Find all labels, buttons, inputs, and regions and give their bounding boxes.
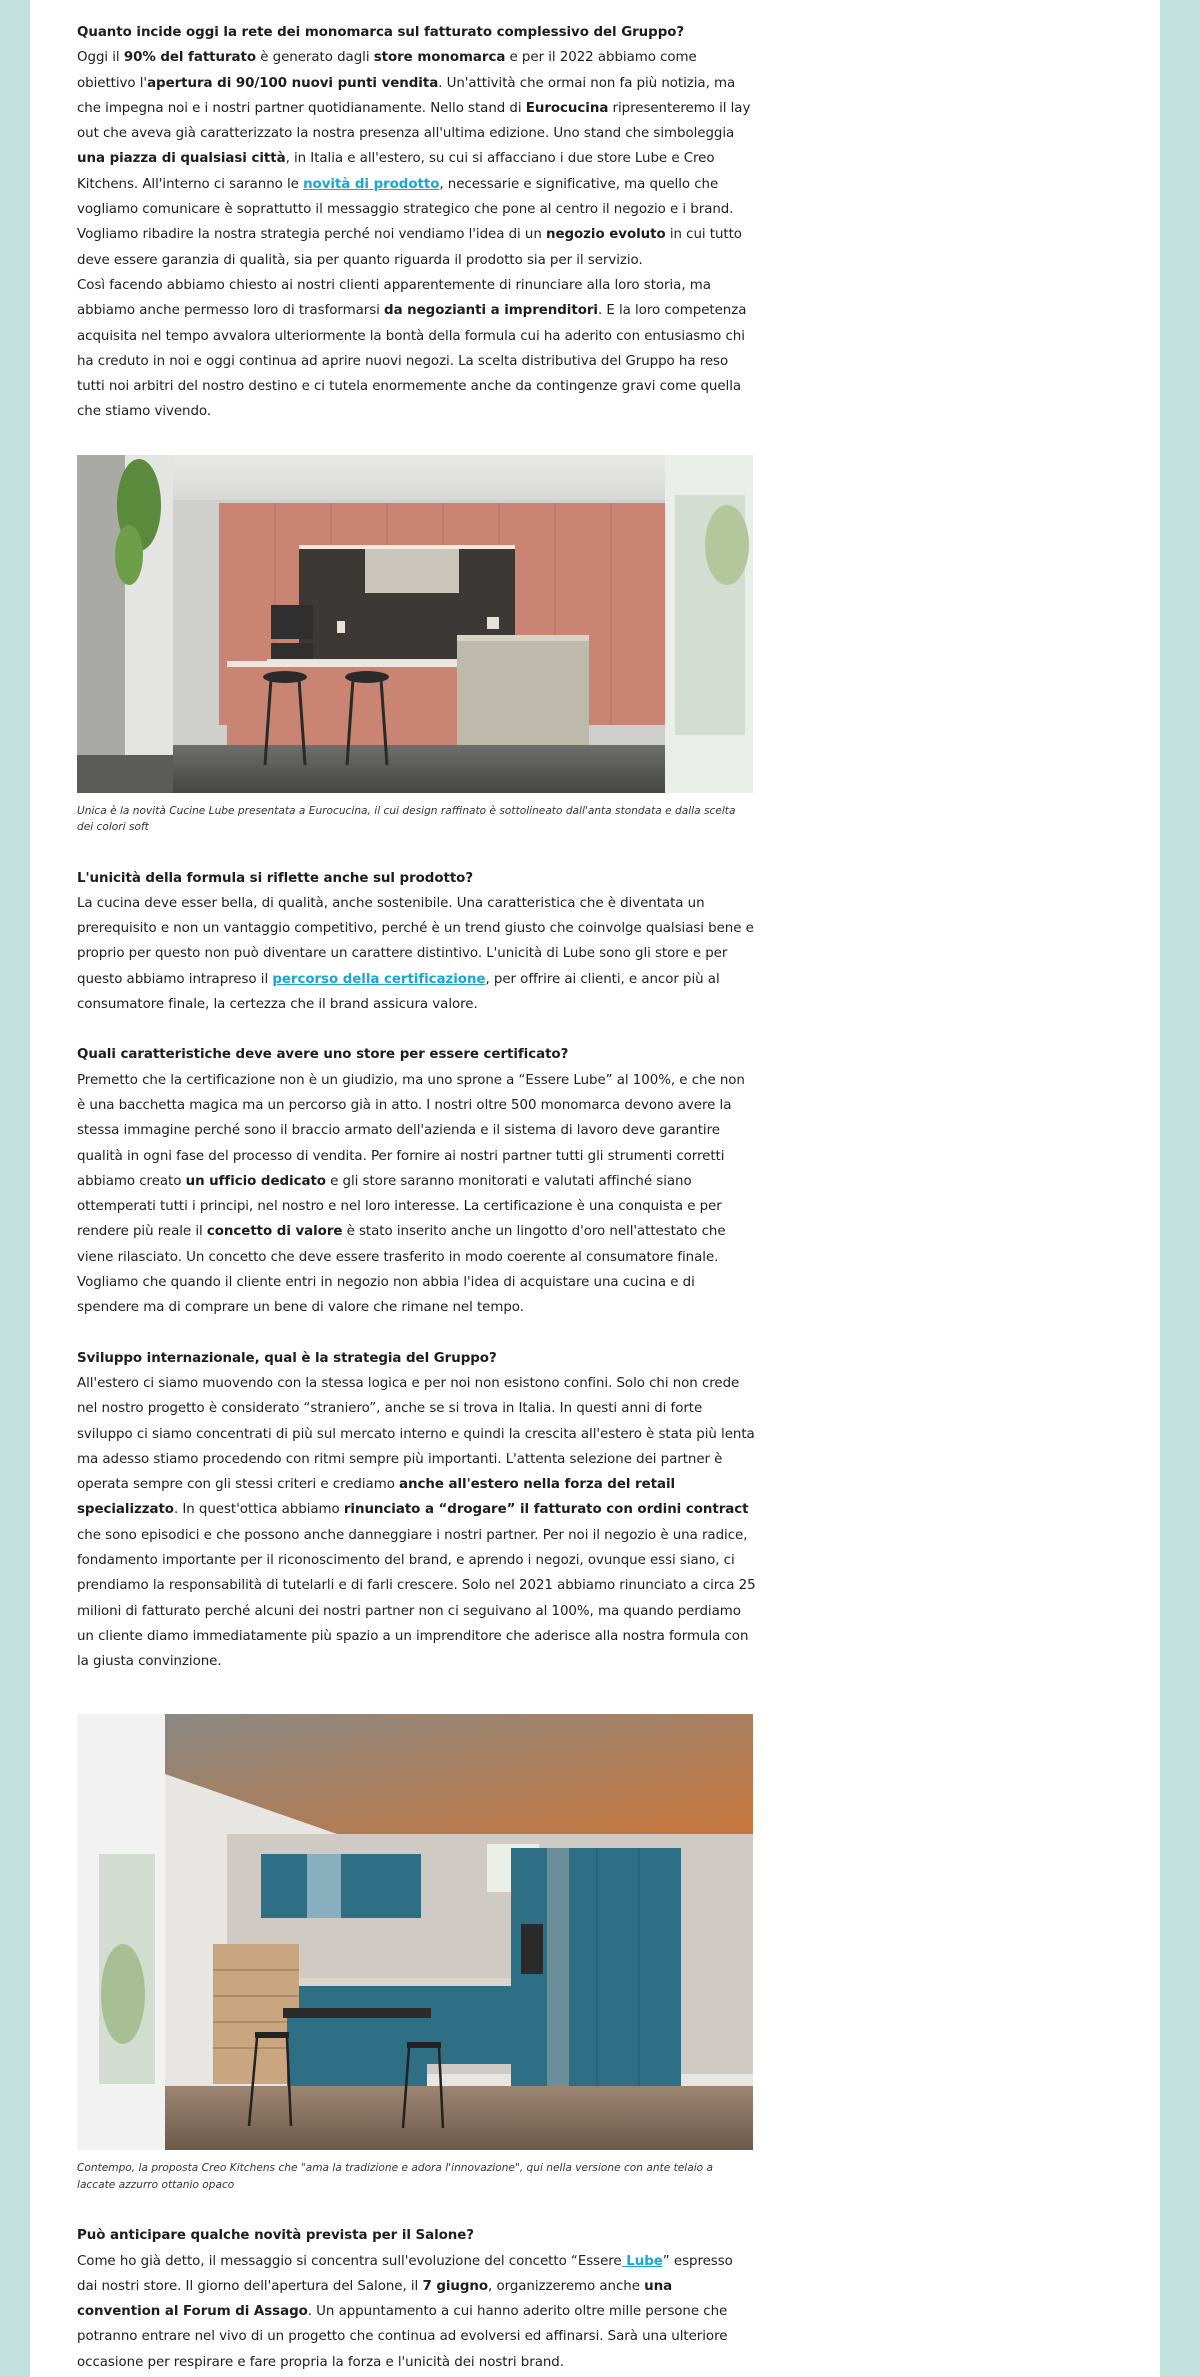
photo-caption-1: Unica è la novità Cucine Lube presentata a Eurocucina, il cui design raffinato è sottolineato dall'anta stondata e dalla scelta dei colori soft [77,804,736,834]
text-run: Come ho già detto, il messaggio si concentra sull'evoluzione del concetto “Essere [77,2253,622,2269]
kitchen-photo-unica [77,455,753,797]
text-run: che sono episodici e che possono anche danneggiare i nostri partner. Per noi il negozio è una radice, fondamento importante per il riconoscimento del brand, e aprendo i negozi, ovunque essi siano, ci prendiamo la responsabilità di tutelarli e di farli crescere. Solo nel 2021 abbiamo rinunciato a circa 25 milioni di fatturato perché alcuni dei nostri partner non ci seguivano al 100%, ma quando perdiamo un cliente diamo immediatamente più spazio a un imprenditore che aderisce alla nostra formula con la giusta convinzione. [77,1527,756,1670]
text-run: , per offrire ai clienti, e ancor più al consumatore finale, la certezza che il brand assicura valore. [77,971,720,1013]
bold-phrase: concetto di valore [206,1224,343,1240]
text-run: è stato inserito anche un lingotto d'oro nell'attestato che viene rilasciato. Un concetto che deve essere trasferito in modo coerente al consumatore finale. Vogliamo che quando il cliente entri in negozio non abbia l'idea di acquistare una cucina e di spendere ma di comprare un bene di valore che rimane nel tempo. [77,1224,726,1316]
question-heading: Può anticipare qualche novità prevista per il Salone? [77,2228,475,2244]
question-heading: Quali caratteristiche deve avere uno store per essere certificato? [77,1047,569,1063]
answer-paragraph [77,891,757,1017]
article-page [30,0,1160,2377]
text-run: . E la loro competenza acquisita nel tempo avvalora ulteriormente la bontà della formula cui ha aderito con entusiasmo chi ha creduto in noi e oggi continua ad aprire nuovi negozi. La scelta distributiva del Gruppo ha reso tutti noi arbitri del nostro destino e ci tutela enormemente anche da contingenze gravi come quella che stiamo vivendo. [77,303,747,420]
bold-phrase: 7 giugno [422,2278,489,2294]
text-run: ripresenteremo il lay out che aveva già caratterizzato la nostra presenza all'ultima edizione. Uno stand che simboleggia [77,100,751,142]
bold-phrase: un ufficio dedicato [185,1173,326,1189]
answer-paragraph [77,1068,757,1321]
bold-phrase: anche all'estero nella forza del retail specializzato [77,1477,676,1518]
bold-phrase: una piazza di qualsiasi città [77,151,286,167]
bold-phrase: una convention al Forum di Assago [77,2278,673,2320]
text-run: in cui tutto deve essere garanzia di qualità, sia per quanto riguarda il prodotto sia per il servizio. [77,227,742,268]
kitchen-illustration-unica [77,455,753,793]
text-run: . Un appuntamento a cui hanno aderito oltre mille persone che potranno entrare nel vivo di un progetto che continua ad evolversi ed affinarsi. Sarà una ulteriore occasione per respirare e fare propria la forza e l'unicità dei nostri brand. [77,2304,728,2370]
text-run: , necessarie e significative, ma quello che vogliamo comunicare è soprattutto il messaggio strategico che pone al centro il negozio e i brand. Vogliamo ribadire la nostra strategia perché noi vendiamo l'idea di un [77,176,734,243]
interview-block-3 [77,2223,757,2375]
text-run: , organizzeremo anche [488,2278,645,2294]
text-run: e gli store saranno monitorati e valutati affinché siano ottemperati tutti i principi, nel nostro e nel loro interesse. La certificazione è una conquista e per rendere più reale il [77,1173,722,1240]
bold-phrase: negozio evoluto [545,227,666,243]
bold-phrase: 90% del fatturato [123,50,257,66]
text-run: . In quest'ottica abbiamo [173,1502,344,1518]
interview-block-1 [77,20,757,425]
text-run: è generato dagli [256,50,374,66]
inline-link[interactable]: novità di prodotto [303,176,440,192]
question-heading: L'unicità della formula si riflette anche sul prodotto? [77,870,474,886]
answer-paragraph [77,2249,757,2375]
answer-paragraph [77,1371,757,1675]
text-run: Oggi il [77,50,124,66]
kitchen-photo-contempo [77,1714,753,2154]
inline-link[interactable]: Lube [621,2253,663,2269]
text-run: e per il 2022 abbiamo come obiettivo l' [77,50,697,91]
photo-caption-2: Contempo, la proposta Creo Kitchens che "ama la tradizione e adora l'innovazione", qui nella versione con ante telaio a laccate azzurro ottanio opaco [77,2162,713,2191]
answer-paragraph [77,273,757,425]
text-run: La cucina deve esser bella, di qualità, anche sostenibile. Una caratteristica che è diventata un prerequisito e non un vantaggio competitivo, perché è un trend giusto che coinvolge qualsiasi bene e proprio per questo non può diventare un carattere distintivo. L'unicità di Lube sono gli store e per questo abbiamo intrapreso il [77,895,754,987]
text-run: Così facendo abbiamo chiesto ai nostri clienti apparentemente di rinunciare alla loro storia, ma abbiamo anche permesso loro di trasformarsi [77,277,711,319]
question-heading: Quanto incide oggi la rete dei monomarca sul fatturato complessivo del Gruppo? [77,25,685,40]
text-run: All'estero ci siamo muovendo con la stessa logica e per noi non esistono confini. Solo chi non crede nel nostro progetto è considerato “straniero”, anche se si trova in Italia. In questi anni di forte sviluppo ci siamo concentrati di più sul mercato interno e quindi la crescita all'estero è stata più lenta ma adesso stiamo procedendo con ritmi sempre più importanti. L'attenta selezione dei partner è operata sempre con gli stessi criteri e crediamo [77,1375,755,1493]
inline-link[interactable]: percorso della certificazione [272,971,486,987]
bold-phrase: Eurocucina [525,100,609,116]
bold-phrase: store monomarca [373,50,506,66]
bold-phrase: da negozianti a imprenditori [384,303,598,319]
text-run: Premetto che la certificazione non è un giudizio, ma uno sprone a “Essere Lube” al 100%, e che non è una bacchetta magica ma un percorso già in atto. I nostri oltre 500 monomarca devono avere la stessa immagine perché sono il braccio armato dell'azienda e il sistema di lavoro deve garantire qualità in ogni fase del processo di vendita. Per fornire ai nostri partner tutti gli strumenti corretti abbiamo creato [77,1072,745,1189]
bold-phrase: rinunciato a “drogare” il fatturato con ordini contract [343,1502,749,1518]
text-run: . Un'attività che ormai non fa più notizia, ma che impegna noi e i nostri partner quotidianamente. Nello stand di [77,75,736,116]
answer-paragraph [77,45,757,273]
article-body [77,20,757,2375]
kitchen-illustration-contempo [77,1714,753,2150]
bold-phrase: apertura di 90/100 nuovi punti vendita [147,75,439,91]
question-heading: Sviluppo internazionale, qual è la strategia del Gruppo? [77,1350,497,1366]
interview-block-2 [77,866,757,1675]
text-run: ” espresso dai nostri store. Il giorno dell'apertura del Salone, il [77,2253,733,2294]
text-run: , in Italia e all'estero, su cui si affacciano i due store Lube e Creo Kitchens. All'interno ci saranno le [77,151,715,192]
